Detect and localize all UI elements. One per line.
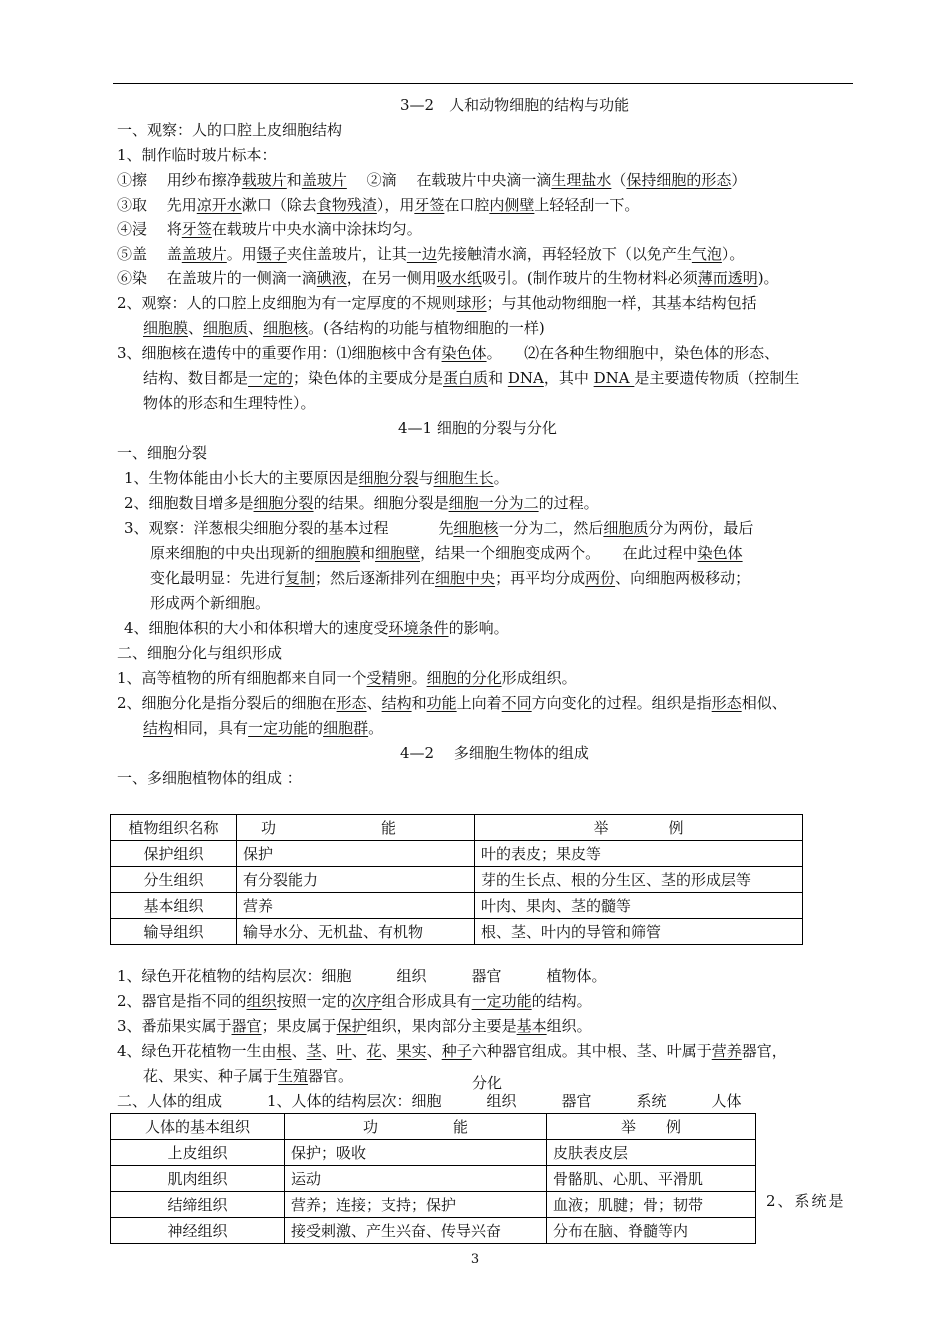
table-cell: 根、茎、叶内的导管和筛管 [475,919,803,945]
division-3-cont2: 变化最明显：先进行复制；然后逐渐排列在细胞中央；再平均分成两份、向细胞两极移动； [150,569,751,587]
division-1: 1、生物体能由小长大的主要原因是细胞分裂与细胞生长。 [124,469,509,487]
table-row [111,1218,756,1244]
fenhua-label: 分化 [472,1074,503,1092]
table-cell: 皮肤表皮层 [547,1140,756,1166]
table-header-row [111,1114,756,1140]
table-cell: 营养 [237,893,475,919]
table-cell: 分布在脑、脊髓等内 [547,1218,756,1244]
division-3-cont3: 形成两个新细胞。 [150,594,271,612]
table-row [111,1192,756,1218]
six-organs-cont: 花、果实、种子属于生殖器官。 [143,1067,354,1085]
table-cell: 血液；肌腱；骨；韧带 [547,1192,756,1218]
step-soak: ④浸 将牙签在载玻片中央水滴中涂抹均匀。 [117,220,422,238]
table-cell: 骨骼肌、心肌、平滑肌 [547,1166,756,1192]
table-cell: 输导组织 [111,919,237,945]
division-3: 3、观察：洋葱根尖细胞分裂的基本过程 先细胞核一分为二，然后细胞质分为两份，最后 [124,519,754,537]
table-cell: 结缔组织 [111,1192,285,1218]
table-cell: 肌肉组织 [111,1166,285,1192]
table-cell: 神经组织 [111,1218,285,1244]
top-rule [113,83,853,84]
header-cell: 人体的基本组织 [111,1114,285,1140]
heading-plant: 一、多细胞植物体的组成 ： [117,769,302,787]
plant-tissue-table [110,814,803,945]
section-title-4-1: 4—1 细胞的分裂与分化 [398,419,557,437]
header-cell: 举 例 [475,815,803,841]
page-number: 3 [470,1252,480,1267]
table-cell: 保护；吸收 [285,1140,547,1166]
table-cell: 运动 [285,1166,547,1192]
diff-1: 1、高等植物的所有细胞都来自同一个受精卵。细胞的分化形成组织。 [117,669,577,687]
table-cell: 芽的生长点、根的分生区、茎的形成层等 [475,867,803,893]
plant-hierarchy: 1、绿色开花植物的结构层次：细胞 组织 器官 植物体。 [117,967,607,985]
header-cell: 功 能 [237,815,475,841]
table-cell: 输导水分、无机盐、有机物 [237,919,475,945]
table-cell: 保护 [237,841,475,867]
table-row [111,1140,756,1166]
side-note: 2、系统是 [766,1192,846,1210]
table-cell: 保护组织 [111,841,237,867]
table-cell: 叶肉、果肉、茎的髓等 [475,893,803,919]
diff-2: 2、细胞分化是指分裂后的细胞在形态、结构和功能上向着不同方向变化的过程。组织是指形态相似、 [117,694,787,712]
section-title-4-2: 4—2 多细胞生物体的组成 [400,744,589,762]
nucleus-role-cont: 结构、数目都是一定的；染色体的主要成分是蛋白质和 DNA，其中 DNA 是主要遗传物质（控制生 [143,369,800,387]
table-row [111,893,803,919]
observe-result: 2、观察：人的口腔上皮细胞为有一定厚度的不规则球形；与其他动物细胞一样，其基本结构包括 [117,294,757,312]
header-cell: 植物组织名称 [111,815,237,841]
heading-human: 二、人体的组成 1、人体的结构层次：细胞 组织 器官 系统 人体 [117,1092,742,1110]
table-cell: 有分裂能力 [237,867,475,893]
heading-observe: 一、观察：人的口腔上皮细胞结构 [117,121,343,139]
nucleus-role-cont2: 物体的形态和生理特性）。 [143,394,316,412]
heading-division: 一、细胞分裂 [117,444,208,462]
table-row [111,919,803,945]
step-wipe: ①擦 用纱布擦净载玻片和盖玻片 ②滴 在载玻片中央滴一滴生理盐水（保持细胞的形态） [117,171,747,189]
nucleus-role: 3、细胞核在遗传中的重要作用：⑴细胞核中含有染色体。 ⑵在各种生物细胞中，染色体的形态、 [117,344,780,362]
table-header-row [111,815,803,841]
step-slide: 1、制作临时玻片标本： [117,146,277,164]
diff-2-cont: 结构相同，具有一定功能的细胞群。 [143,719,384,737]
table-row [111,841,803,867]
table-row [111,867,803,893]
step-stain: ⑥染 在盖玻片的一侧滴一滴碘液，在另一侧用吸水纸吸引。(制作玻片的生物材料必须薄而透明)。 [117,269,779,287]
division-2: 2、细胞数目增多是细胞分裂的结果。细胞分裂是细胞一分为二的过程。 [124,494,599,512]
section-title-3-2: 3—2 人和动物细胞的结构与功能 [400,96,630,114]
header-cell: 举 例 [547,1114,756,1140]
table-cell: 营养；连接；支持；保护 [285,1192,547,1218]
table-cell: 基本组织 [111,893,237,919]
heading-differentiation: 二、细胞分化与组织形成 [117,644,283,662]
organ-def: 2、器官是指不同的组织按照一定的次序组合形成具有一定功能的结构。 [117,992,592,1010]
table-row [111,1166,756,1192]
tomato: 3、番茄果实属于器官；果皮属于保护组织，果肉部分主要是基本组织。 [117,1017,592,1035]
human-tissue-table [110,1113,756,1244]
step-take: ③取 先用凉开水漱口（除去食物残渣），用牙签在口腔内侧壁上轻轻刮一下。 [117,196,640,214]
step-cover: ⑤盖 盖盖玻片。用镊子夹住盖玻片，让其一边先接触清水滴，再轻轻放下（以免产生气泡）。 [117,245,745,263]
table-cell: 叶的表皮；果皮等 [475,841,803,867]
division-4: 4、细胞体积的大小和体积增大的速度受环境条件的影响。 [124,619,509,637]
table-cell: 分生组织 [111,867,237,893]
table-cell: 接受刺激、产生兴奋、传导兴奋 [285,1218,547,1244]
division-3-cont: 原来细胞的中央出现新的细胞膜和细胞壁，结果一个细胞变成两个。 在此过程中染色体 [150,544,743,562]
observe-result-cont: 细胞膜、细胞质、细胞核。(各结构的功能与植物细胞的一样) [143,319,545,337]
header-cell: 功 能 [285,1114,547,1140]
table-cell: 上皮组织 [111,1140,285,1166]
six-organs: 4、绿色开花植物一生由根、茎、叶、花、果实、种子六种器官组成。其中根、茎、叶属于营养器官， [117,1042,787,1060]
